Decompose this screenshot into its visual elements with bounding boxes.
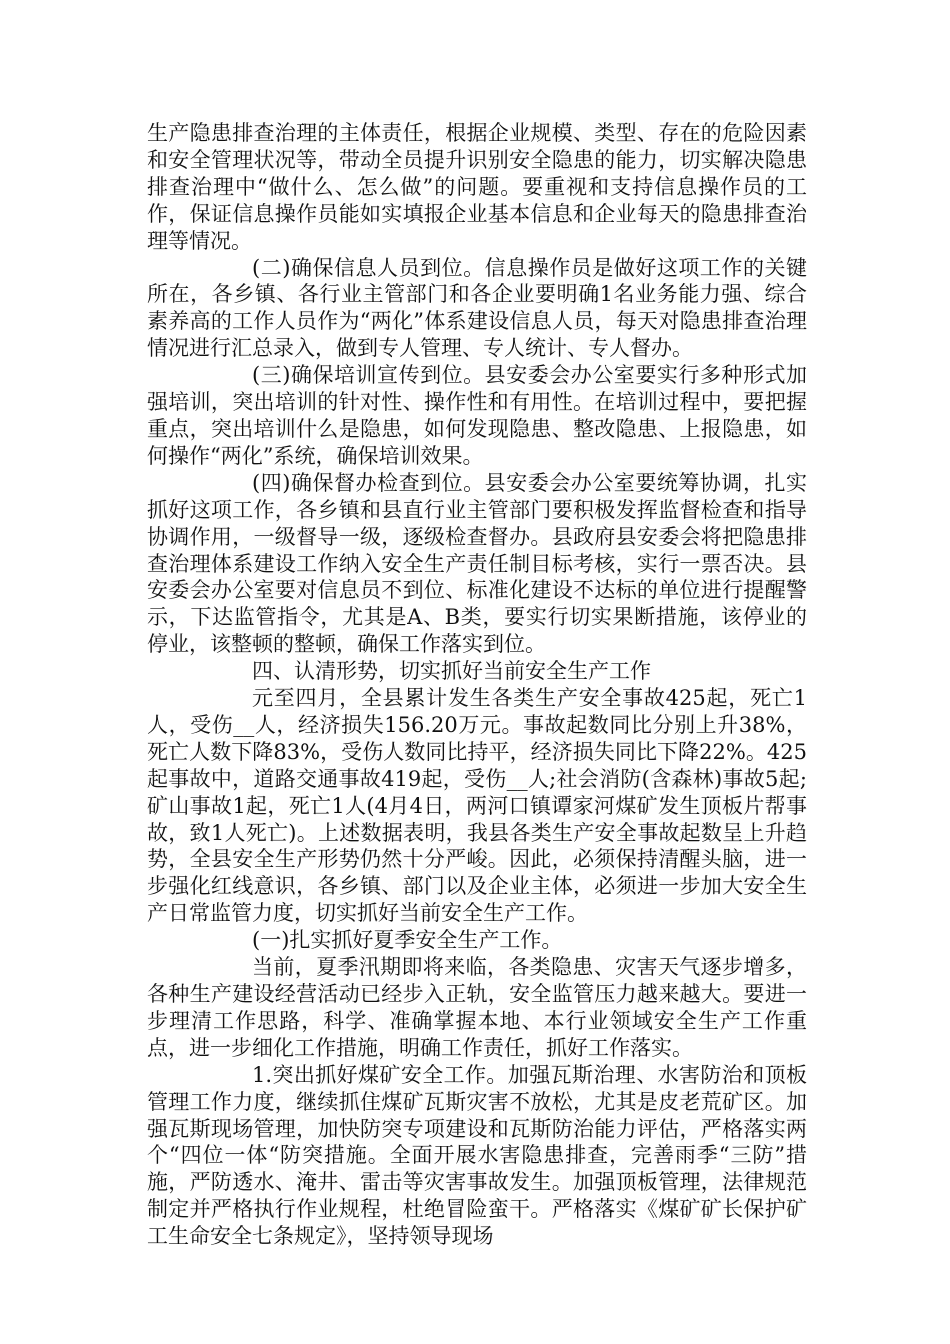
paragraph-accident-statistics: 元至四月，全县累计发生各类生产安全事故425起，死亡1人，受伤__人，经济损失156.20万元。事故起数同比分别上升38%，死亡人数下降83%，受伤人数同比持平，经济损失同比下降22%。425起事故中，道路交通事故419起，受伤__人;社会消防(含森林)事故5起;矿山事故1起，死亡1人(4月4日，两河口镇谭家河煤矿发生顶板片帮事故，致1人死亡)。上述数据表明，我县各类生产安全事故起数呈上升趋势，全县安全生产形势仍然十分严峻。因此，必须保持清醒头脑，进一步强化红线意识，各乡镇、部门以及企业主体，必须进一步加大安全生产日常监管力度，切实抓好当前安全生产工作。 <box>147 686 807 926</box>
paragraph-summer-flood-season: 当前，夏季汛期即将来临，各类隐患、灾害天气逐步增多，各种生产建设经营活动已经步入正轨，安全监管压力越来越大。要进一步理清工作思路，科学、准确掌握本地、本行业领域安全生产工作重点，进一步细化工作措施，明确工作责任，抓好工作落实。 <box>147 955 807 1060</box>
paragraph-enterprise-responsibility: 生产隐患排查治理的主体责任，根据企业规模、类型、存在的危险因素和安全管理状况等，带动全员提升识别安全隐患的能力，切实解决隐患排查治理中“做什么、怎么做”的问题。要重视和支持信息操作员的工作，保证信息操作员能如实填报企业基本信息和企业每天的隐患排查治理等情况。 <box>147 121 807 253</box>
section-heading-four: 四、认清形势，切实抓好当前安全生产工作 <box>252 659 651 684</box>
document-page <box>147 120 807 1250</box>
paragraph-coal-mine-safety: 1.突出抓好煤矿安全工作。加强瓦斯治理、水害防治和顶板管理工作力度，继续抓住煤矿瓦斯灾害不放松，尤其是皮老荒矿区。加强瓦斯现场管理，加快防突专项建设和瓦斯防治能力评估，严格落实两个“四位一体“防突措施。全面开展水害隐患排查，完善雨季“三防”措施，严防透水、淹井、雷击等灾害事故发生。加强顶板管理，法律规范制定并严格执行作业规程，杜绝冒险蛮干。严格落实《煤矿矿长保护矿工生命安全七条规定》，坚持领导现场 <box>147 1062 807 1249</box>
paragraph-training: (三)确保培训宣传到位。县安委会办公室要实行多种形式加强培训，突出培训的针对性、操作性和有用性。在培训过程中，要把握重点，突出培训什么是隐患，如何发现隐患、整改隐患、上报隐患，如何操作“两化”系统，确保培训效果。 <box>147 363 807 468</box>
paragraph-supervision: (四)确保督办检查到位。县安委会办公室要统筹协调，扎实抓好这项工作，各乡镇和县直行业主管部门要积极发挥监督检查和指导协调作用，一级督导一级，逐级检查督办。县政府县安委会将把隐患排查治理体系建设工作纳入安全生产责任制目标考核，实行一票否决。县安委会办公室要对信息员不到位、标准化建设不达标的单位进行提醒警示，下达监管指令，尤其是A、B类，要实行切实果断措施，该停业的停业，该整顿的整顿，确保工作落实到位。 <box>147 470 807 657</box>
subheading-summer-safety: (一)扎实抓好夏季安全生产工作。 <box>252 928 563 953</box>
paragraph-info-personnel: (二)确保信息人员到位。信息操作员是做好这项工作的关键所在，各乡镇、各行业主管部门和各企业要明确1名业务能力强、综合素养高的工作人员作为“两化”体系建设信息人员，每天对隐患排查治理情况进行汇总录入，做到专人管理、专人统计、专人督办。 <box>147 255 807 361</box>
